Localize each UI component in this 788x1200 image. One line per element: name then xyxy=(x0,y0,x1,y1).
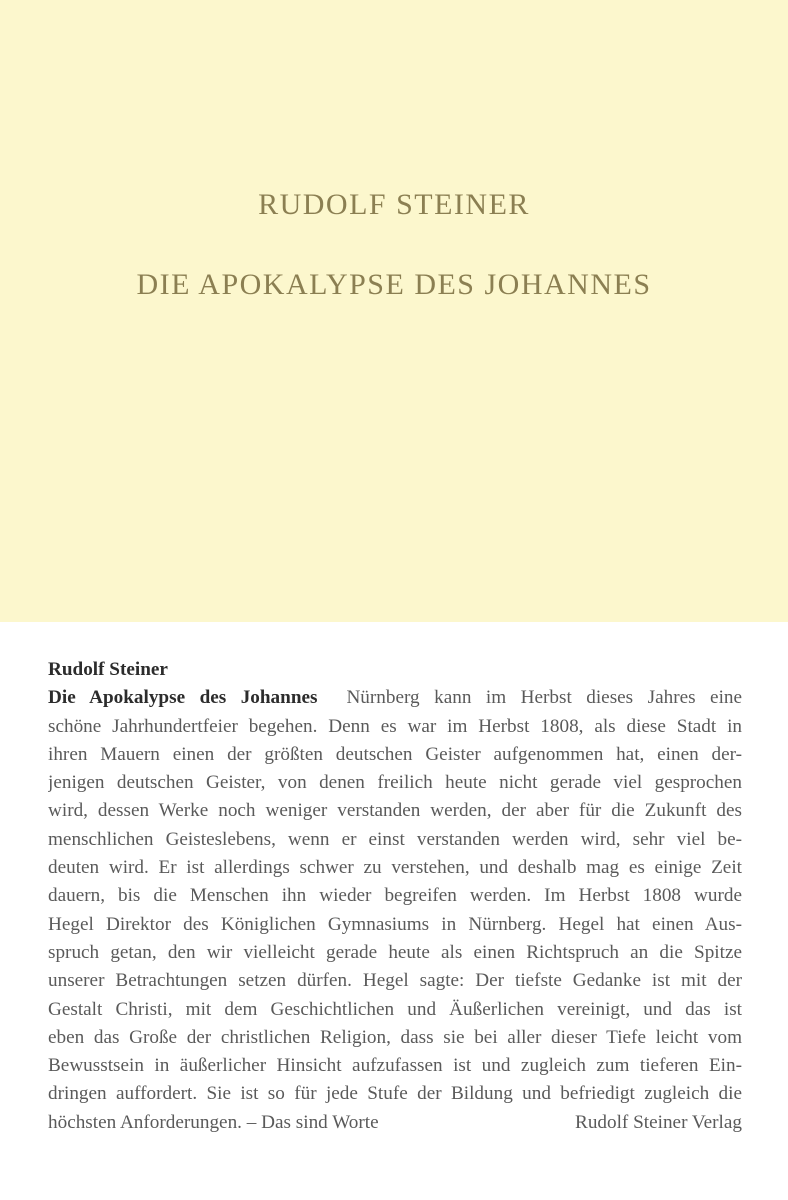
blurb-title: Die Apokalypse des Johannes xyxy=(48,687,318,709)
blurb-line: Bewusstsein in äußerlicher Hinsicht aufzufassen ist und zugleich zum tieferen Ein- xyxy=(48,1055,742,1077)
blurb-text xyxy=(48,656,742,1137)
blurb-line: ihren Mauern einen der größten deutschen Geister aufgenommen hat, einen der- xyxy=(48,743,742,765)
blurb-line: deuten wird. Er ist allerdings schwer zu verstehen, und deshalb mag es einige Zeit xyxy=(48,857,742,879)
blurb-last-line: höchsten Anforderungen. – Das sind Worte xyxy=(48,1111,379,1133)
blurb-line: wird, dessen Werke noch weniger verstanden werden, der aber für die Zukunft des xyxy=(48,800,742,822)
blurb-line: jenigen deutschen Geister, von denen freilich heute nicht gerade viel gesprochen xyxy=(48,772,742,794)
blurb-author: Rudolf Steiner xyxy=(48,659,168,680)
blurb-first-line: Nürnberg kann im Herbst dieses Jahres eine xyxy=(346,687,742,709)
blurb-last-row xyxy=(48,1109,742,1137)
blurb-title-line xyxy=(48,684,742,712)
blurb-line: Gestalt Christi, mit dem Geschichtlichen und Äußerlichen vereinigt, und das ist xyxy=(48,998,742,1020)
blurb-line: Hegel Direktor des Königlichen Gymnasiums in Nürnberg. Hegel hat einen Aus- xyxy=(48,913,742,935)
blurb-panel xyxy=(0,622,788,1200)
blurb-line: dringen auffordert. Sie ist so für jede Stufe der Bildung und befriedigt zugleich die xyxy=(48,1083,742,1105)
blurb-line: unserer Betrachtungen setzen dürfen. Hegel sagte: Der tiefste Gedanke ist mit der xyxy=(48,970,742,992)
blurb-line: dauern, bis die Menschen ihn wieder begreifen werden. Im Herbst 1808 wurde xyxy=(48,885,742,907)
cover-author: RUDOLF STEINER xyxy=(258,188,530,221)
blurb-paragraph xyxy=(48,713,742,1109)
blurb-line: schöne Jahrhundertfeier begehen. Denn es war im Herbst 1808, als diese Stadt in xyxy=(48,715,742,737)
blurb-line: eben das Große der christlichen Religion, dass sie bei aller dieser Tiefe leicht vom xyxy=(48,1026,742,1048)
blurb-line: menschlichen Geisteslebens, wenn er einst verstanden werden wird, sehr viel be- xyxy=(48,828,742,850)
publisher: Rudolf Steiner Verlag xyxy=(575,1111,742,1133)
cover-title: DIE APOKALYPSE DES JOHANNES xyxy=(136,268,652,301)
blurb-line: spruch getan, den wir vielleicht gerade heute als einen Richtspruch an die Spitze xyxy=(48,941,742,963)
